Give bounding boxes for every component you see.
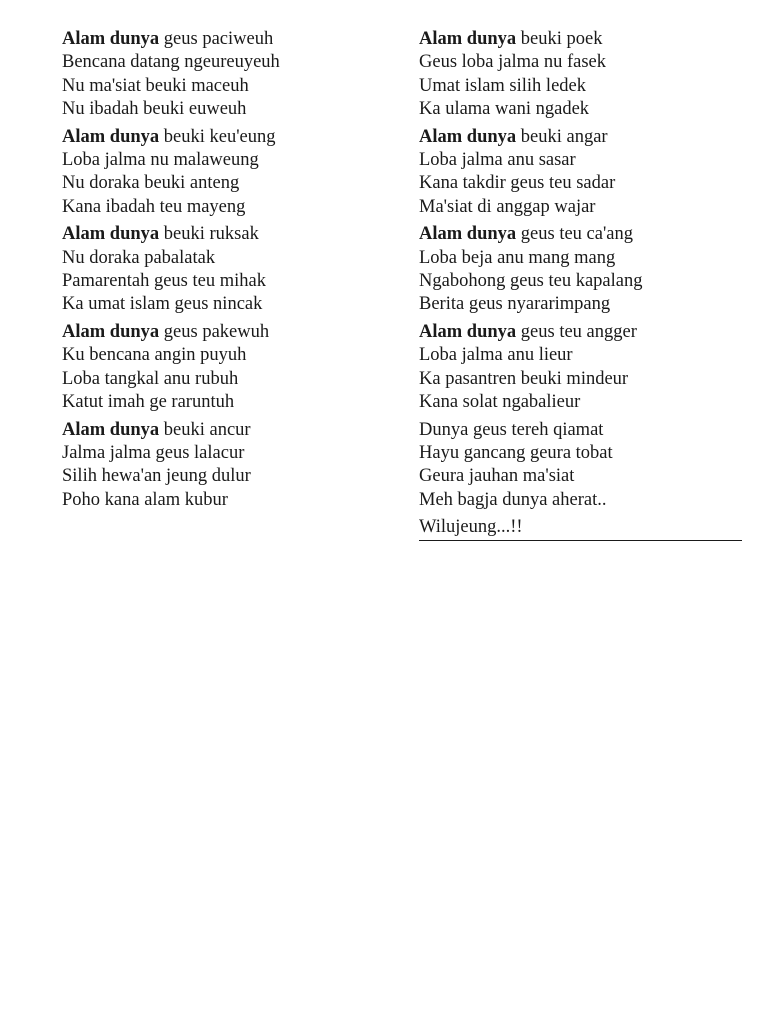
stanza-line [419, 126, 742, 149]
stanza-9 [419, 321, 742, 415]
stanza-7 [419, 126, 742, 220]
stanza-line: Jalma jalma geus lalacur [62, 442, 245, 463]
stanza-lead: Alam dunya [419, 126, 517, 147]
stanza-line [419, 321, 742, 344]
stanza-4 [62, 321, 392, 415]
stanza-line: Loba jalma nu malaweung [62, 150, 259, 171]
stanza-line: Loba jalma anu sasar [419, 150, 576, 171]
stanza-line [62, 419, 392, 442]
stanza-line: Kana ibadah teu mayeng [62, 196, 246, 217]
stanza-first-rest: beuki ancur [159, 419, 251, 440]
stanza-line: Nu ibadah beuki euweuh [62, 99, 247, 120]
stanza-line: Ngabohong geus teu kapalang [419, 271, 643, 292]
right-column [419, 28, 742, 541]
stanza-first-rest: beuki poek [516, 29, 603, 49]
stanza-line [419, 28, 742, 51]
stanza-first-rest: Dunya geus tereh qiamat [419, 419, 604, 440]
stanza-line: Ma'siat di anggap wajar [419, 196, 596, 217]
stanza-line: Ka umat islam geus nincak [62, 294, 263, 315]
left-column [62, 28, 392, 516]
stanza-line: Kana takdir geus teu sadar [419, 173, 616, 194]
stanza-line: Loba jalma anu lieur [419, 345, 573, 366]
stanza-line: Katut imah ge raruntuh [62, 392, 235, 413]
stanza-line: Kana solat ngabalieur [419, 392, 581, 413]
stanza-1 [62, 28, 392, 122]
stanza-first-rest: geus teu ca'ang [516, 224, 634, 245]
stanza-first-rest: geus pakewuh [159, 321, 270, 342]
stanza-line: Ku bencana angin puyuh [62, 345, 247, 366]
stanza-line: Ka ulama wani ngadek [419, 99, 590, 120]
stanza-line [62, 321, 392, 344]
stanza-line: Silih hewa'an jeung dulur [62, 466, 251, 487]
stanza-line: Pamarentah geus teu mihak [62, 271, 266, 292]
stanza-line: Nu doraka pabalatak [62, 247, 216, 268]
stanza-line: Geus loba jalma nu fasek [419, 52, 606, 73]
signoff-text: Wilujeung...!! [419, 516, 742, 540]
stanza-2 [62, 126, 392, 220]
stanza-first-rest: beuki keu'eung [159, 126, 276, 147]
stanza-line: Ka pasantren beuki mindeur [419, 368, 629, 389]
stanza-line [62, 223, 392, 246]
stanza-first-rest: beuki angar [516, 126, 608, 147]
stanza-line: Nu ma'siat beuki maceuh [62, 75, 249, 96]
stanza-line [62, 28, 392, 51]
stanza-line: Hayu gancang geura tobat [419, 442, 613, 463]
stanza-line [62, 126, 392, 149]
stanza-line [419, 223, 742, 246]
stanza-line: Geura jauhan ma'siat [419, 466, 575, 487]
stanza-line: Nu doraka beuki anteng [62, 173, 240, 194]
stanza-lead: Alam dunya [62, 29, 160, 49]
stanza-line: Poho kana alam kubur [62, 489, 228, 510]
stanza-3 [62, 223, 392, 317]
stanza-line: Loba tangkal anu rubuh [62, 368, 239, 389]
stanza-line: Meh bagja dunya aherat.. [419, 489, 607, 510]
stanza-first-rest: geus paciweuh [159, 29, 274, 49]
stanza-10 [419, 419, 742, 513]
stanza-line: Bencana datang ngeureuyeuh [62, 52, 280, 73]
stanza-line: Umat islam silih ledek [419, 75, 586, 96]
stanza-lead: Alam dunya [419, 321, 517, 342]
stanza-lead: Alam dunya [62, 224, 160, 245]
stanza-6 [419, 28, 742, 122]
stanza-lead: Alam dunya [62, 126, 160, 147]
stanza-first-rest: geus teu angger [516, 321, 637, 342]
stanza-lead: Alam dunya [419, 224, 517, 245]
stanza-lead: Alam dunya [62, 419, 160, 440]
stanza-8 [419, 223, 742, 317]
stanza-lead: Alam dunya [419, 29, 517, 49]
stanza-lead: Alam dunya [62, 321, 160, 342]
stanza-line: Loba beja anu mang mang [419, 247, 616, 268]
stanza-5 [62, 419, 392, 513]
stanza-line: Berita geus nyararimpang [419, 294, 611, 315]
stanza-first-rest: beuki ruksak [159, 224, 259, 245]
stanza-line [419, 419, 742, 442]
